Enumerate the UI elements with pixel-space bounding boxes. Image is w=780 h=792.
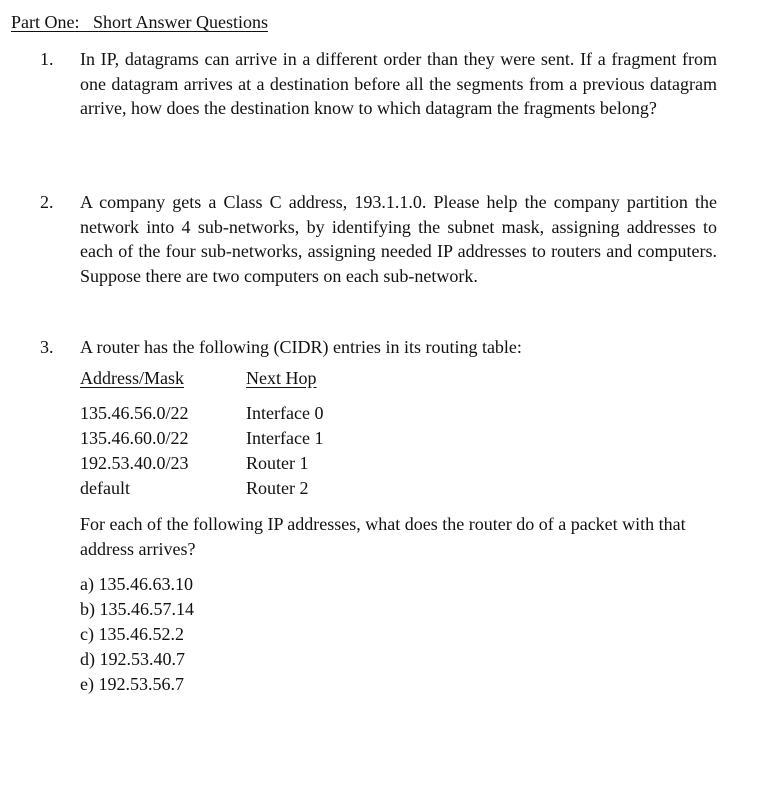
question-text: A company gets a Class C address, 193.1.1.0. Please help the company partition the network into 4 sub-networks, by identifying the subnet mask, assigning addresses to each of the four sub-networks, assigning needed IP addresses to routers and computers. Suppose there are two computers on each sub-network.: [80, 192, 717, 286]
column-header-address-mask: Address/Mask: [80, 368, 184, 388]
table-row: [80, 453, 480, 478]
followup-text: For each of the following IP addresses, what does the router do of a packet with that address arrives?: [80, 514, 686, 559]
address-mask-cell: 192.53.40.0/23: [80, 453, 189, 473]
list-item: a) 135.46.63.10: [80, 574, 193, 594]
address-mask-cell: default: [80, 478, 130, 498]
answer-options-list: [80, 572, 194, 697]
table-row: [80, 403, 480, 428]
section-heading: Part One: Short Answer Questions: [11, 12, 268, 32]
address-mask-cell: 135.46.56.0/22: [80, 403, 189, 423]
question-text: A router has the following (CIDR) entries in its routing table:: [80, 337, 522, 357]
question-text: In IP, datagrams can arrive in a different order than they were sent. If a fragment from one datagram arrives at a destination before all the segments from a previous datagram arrive, how does the destination know to which datagram the fragments belong?: [80, 49, 717, 118]
list-item: d) 192.53.40.7: [80, 649, 185, 669]
list-item: e) 192.53.56.7: [80, 674, 184, 694]
question-number: 3.: [40, 337, 54, 357]
next-hop-cell: Interface 0: [246, 403, 324, 423]
question-number: 1.: [40, 49, 54, 69]
next-hop-cell: Interface 1: [246, 428, 324, 448]
table-row: [80, 428, 480, 453]
column-header-next-hop: Next Hop: [246, 368, 317, 388]
table-row: [80, 478, 480, 503]
next-hop-cell: Router 2: [246, 478, 309, 498]
list-item: b) 135.46.57.14: [80, 599, 194, 619]
address-mask-cell: 135.46.60.0/22: [80, 428, 189, 448]
routing-table-header: [80, 368, 480, 393]
question-number: 2.: [40, 192, 54, 212]
next-hop-cell: Router 1: [246, 453, 309, 473]
list-item: c) 135.46.52.2: [80, 624, 184, 644]
